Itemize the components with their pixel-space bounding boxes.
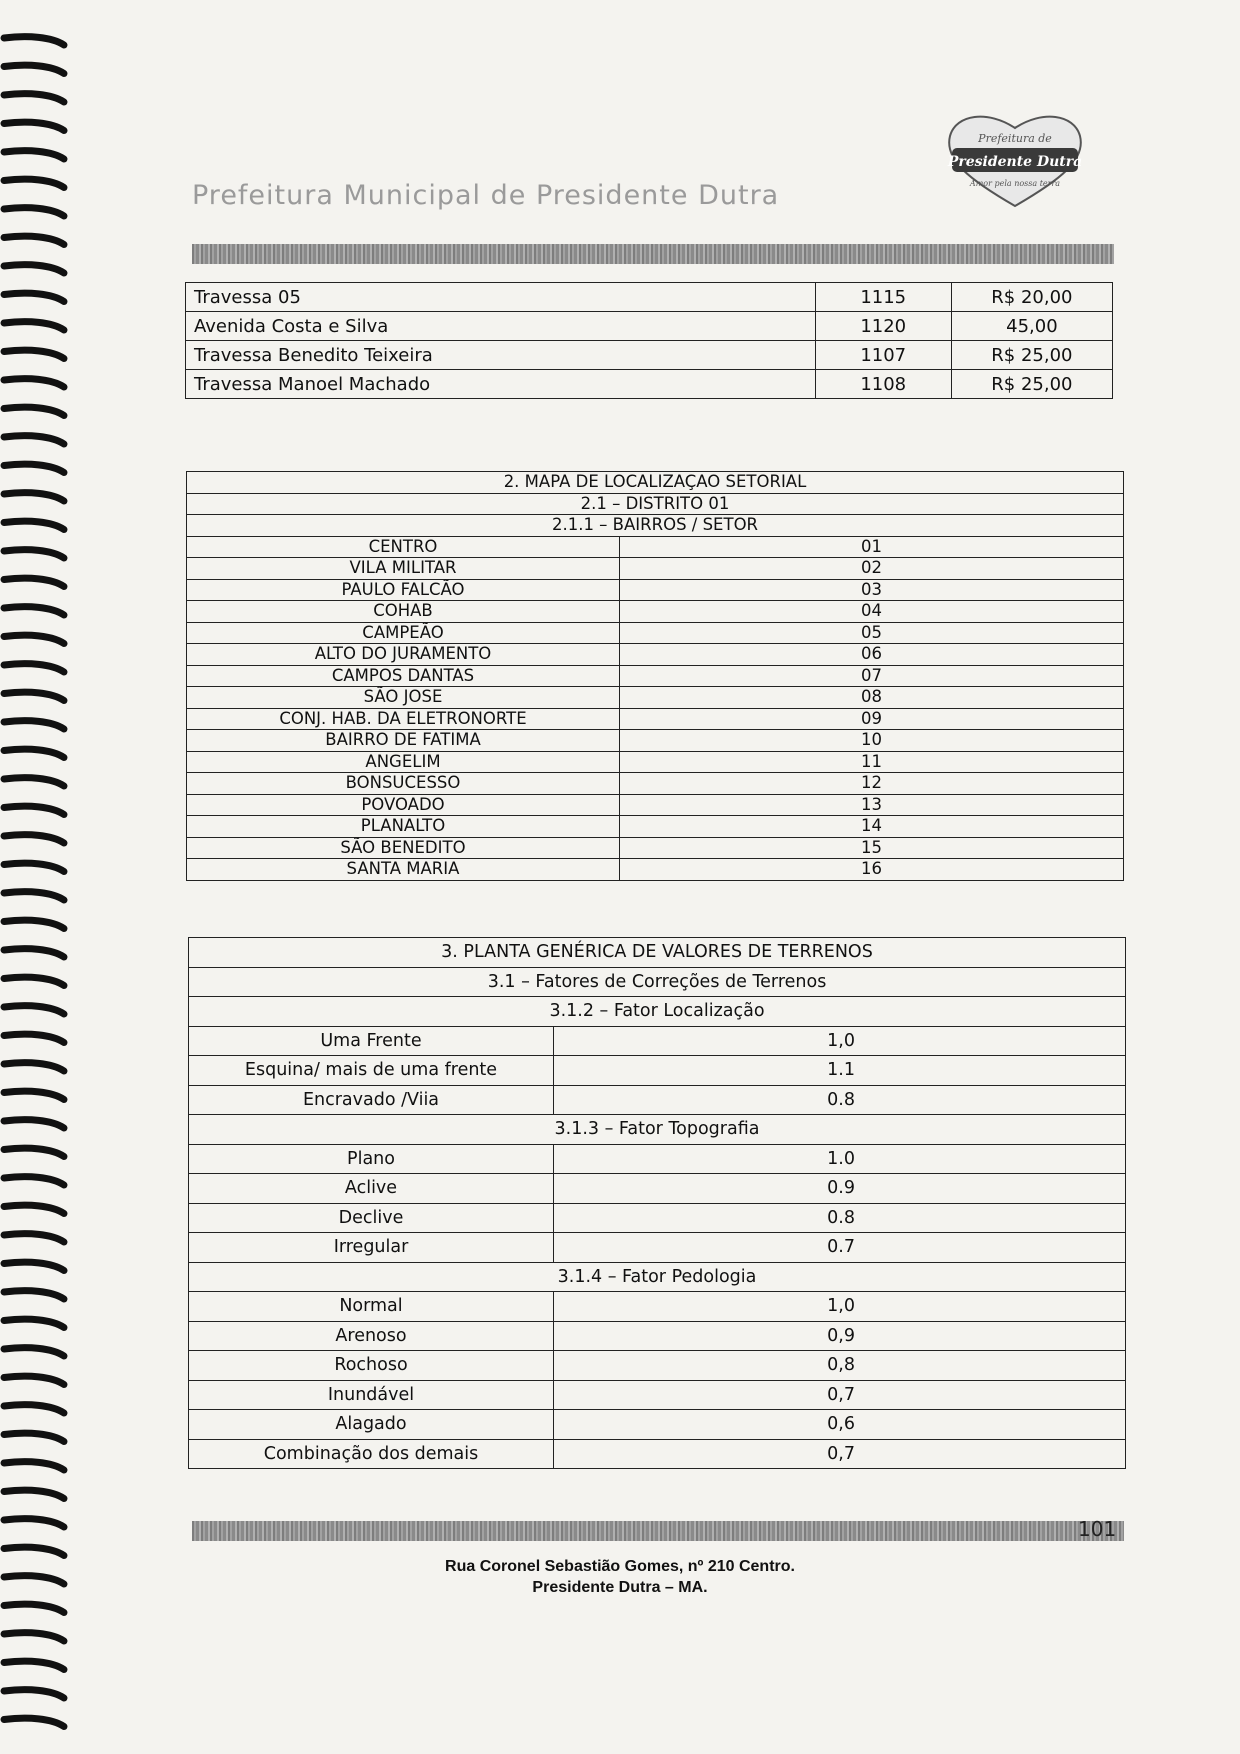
- neighborhood-name: SÃO BENEDITO: [187, 837, 620, 859]
- neighborhood-name: VILA MILITAR: [187, 558, 620, 580]
- table-row: [187, 644, 1124, 666]
- neighborhood-name: SANTA MARIA: [187, 859, 620, 881]
- logo-tagline: Amor pela nossa terra: [969, 179, 1061, 188]
- sector-code: 16: [620, 859, 1124, 881]
- factor-section-title: 3.1.2 – Fator Localização: [189, 997, 1126, 1027]
- neighborhood-name: ALTO DO JURAMENTO: [187, 644, 620, 666]
- neighborhood-name: ANGELIM: [187, 751, 620, 773]
- footer-city: Presidente Dutra – MA.: [532, 1579, 708, 1596]
- street-name: Avenida Costa e Silva: [186, 312, 816, 341]
- table-row: [186, 341, 1113, 370]
- factor-value: 0.7: [554, 1233, 1126, 1263]
- factor-value: 0.8: [554, 1085, 1126, 1115]
- table-row: [187, 558, 1124, 580]
- factor-name: Inundável: [189, 1380, 554, 1410]
- neighborhood-name: POVOADO: [187, 794, 620, 816]
- table-row: [186, 283, 1113, 312]
- street-name: Travessa Manoel Machado: [186, 370, 816, 399]
- table-row: [187, 837, 1124, 859]
- table-row: [187, 622, 1124, 644]
- table-row: [187, 859, 1124, 881]
- table-row: [189, 1233, 1126, 1263]
- sector-map-subtitle: 2.1.1 – BAIRROS / SETOR: [187, 515, 1124, 537]
- sector-code: 13: [620, 794, 1124, 816]
- table-row: [189, 1115, 1126, 1145]
- table-row: [187, 708, 1124, 730]
- factor-value: 1.1: [554, 1056, 1126, 1086]
- table-row: [187, 730, 1124, 752]
- street-code: 1115: [815, 283, 951, 312]
- table-row: [189, 1174, 1126, 1204]
- sector-code: 01: [620, 536, 1124, 558]
- table-row: [187, 601, 1124, 623]
- sector-code: 02: [620, 558, 1124, 580]
- neighborhood-name: BONSUCESSO: [187, 773, 620, 795]
- footer-band: [192, 1521, 1124, 1541]
- sector-code: 11: [620, 751, 1124, 773]
- table-row: [189, 967, 1126, 997]
- sector-code: 04: [620, 601, 1124, 623]
- sector-code: 05: [620, 622, 1124, 644]
- sector-code: 06: [620, 644, 1124, 666]
- table-row: [187, 493, 1124, 515]
- table-row: [187, 515, 1124, 537]
- table-row: [189, 1262, 1126, 1292]
- footer-address: Rua Coronel Sebastião Gomes, nº 210 Centro.: [445, 1558, 795, 1575]
- table-row: [189, 1056, 1126, 1086]
- factor-name: Alagado: [189, 1410, 554, 1440]
- land-values-table: [188, 937, 1126, 1469]
- land-values-subtitle: 3.1 – Fatores de Correções de Terrenos: [189, 967, 1126, 997]
- sector-map-title: 2. MAPA DE LOCALIZAÇAO SETORIAL: [187, 472, 1124, 494]
- factor-name: Arenoso: [189, 1321, 554, 1351]
- header-band: [192, 244, 1114, 264]
- factor-value: 0,7: [554, 1439, 1126, 1469]
- factor-name: Esquina/ mais de uma frente: [189, 1056, 554, 1086]
- factor-value: 0.9: [554, 1174, 1126, 1204]
- table-row: [189, 997, 1126, 1027]
- page-number: 101: [1078, 1517, 1117, 1541]
- factor-name: Normal: [189, 1292, 554, 1322]
- street-code: 1107: [815, 341, 951, 370]
- table-row: [187, 751, 1124, 773]
- table-row: [189, 1321, 1126, 1351]
- sector-code: 03: [620, 579, 1124, 601]
- table-row: [187, 579, 1124, 601]
- table-row: [189, 1292, 1126, 1322]
- table-row: [189, 1203, 1126, 1233]
- table-row: [189, 1380, 1126, 1410]
- table-row: [187, 665, 1124, 687]
- factor-name: Uma Frente: [189, 1026, 554, 1056]
- neighborhood-name: CAMPEÃO: [187, 622, 620, 644]
- neighborhood-name: CENTRO: [187, 536, 620, 558]
- factor-value: 0,6: [554, 1410, 1126, 1440]
- table-row: [189, 1351, 1126, 1381]
- table-row: [189, 1439, 1126, 1469]
- street-code: 1108: [815, 370, 951, 399]
- factor-value: 0,7: [554, 1380, 1126, 1410]
- table-row: [189, 1085, 1126, 1115]
- table-row: [187, 816, 1124, 838]
- table-row: [187, 472, 1124, 494]
- street-code: 1120: [815, 312, 951, 341]
- table-row: [187, 536, 1124, 558]
- sector-map-table: [186, 471, 1124, 881]
- sector-code: 10: [620, 730, 1124, 752]
- factor-value: 0,9: [554, 1321, 1126, 1351]
- table-row: [187, 773, 1124, 795]
- neighborhood-name: BAIRRO DE FATIMA: [187, 730, 620, 752]
- street-value: R$ 25,00: [951, 370, 1112, 399]
- factor-name: Rochoso: [189, 1351, 554, 1381]
- neighborhood-name: COHAB: [187, 601, 620, 623]
- factor-section-title: 3.1.3 – Fator Topografia: [189, 1115, 1126, 1145]
- table-row: [189, 1026, 1126, 1056]
- factor-value: 0.8: [554, 1203, 1126, 1233]
- sector-map-district: 2.1 – DISTRITO 01: [187, 493, 1124, 515]
- sector-code: 12: [620, 773, 1124, 795]
- factor-name: Combinação dos demais: [189, 1439, 554, 1469]
- neighborhood-name: PAULO FALCÃO: [187, 579, 620, 601]
- table-row: [186, 312, 1113, 341]
- sector-code: 14: [620, 816, 1124, 838]
- factor-value: 1,0: [554, 1292, 1126, 1322]
- neighborhood-name: CAMPOS DANTAS: [187, 665, 620, 687]
- sector-code: 15: [620, 837, 1124, 859]
- land-values-title: 3. PLANTA GENÉRICA DE VALORES DE TERRENOS: [189, 938, 1126, 968]
- table-row: [189, 1144, 1126, 1174]
- neighborhood-name: SÃO JOSE: [187, 687, 620, 709]
- factor-name: Aclive: [189, 1174, 554, 1204]
- table-row: [187, 794, 1124, 816]
- municipality-logo: [940, 110, 1090, 210]
- factor-name: Encravado /Viia: [189, 1085, 554, 1115]
- table-row: [187, 687, 1124, 709]
- factor-name: Plano: [189, 1144, 554, 1174]
- street-name: Travessa Benedito Teixeira: [186, 341, 816, 370]
- table-row: [189, 938, 1126, 968]
- factor-name: Irregular: [189, 1233, 554, 1263]
- factor-name: Declive: [189, 1203, 554, 1233]
- sector-code: 07: [620, 665, 1124, 687]
- neighborhood-name: CONJ. HAB. DA ELETRONORTE: [187, 708, 620, 730]
- street-value: R$ 25,00: [951, 341, 1112, 370]
- factor-section-title: 3.1.4 – Fator Pedologia: [189, 1262, 1126, 1292]
- street-value: R$ 20,00: [951, 283, 1112, 312]
- table-row: [186, 370, 1113, 399]
- street-values-table: [185, 282, 1113, 399]
- page-header-title: Prefeitura Municipal de Presidente Dutra: [192, 180, 780, 211]
- table-row: [189, 1410, 1126, 1440]
- factor-value: 1,0: [554, 1026, 1126, 1056]
- logo-text: Prefeitura de: [978, 132, 1052, 145]
- sector-code: 08: [620, 687, 1124, 709]
- factor-value: 1.0: [554, 1144, 1126, 1174]
- spiral-binding: [0, 0, 70, 1754]
- street-name: Travessa 05: [186, 283, 816, 312]
- sector-code: 09: [620, 708, 1124, 730]
- logo-name: Presidente Dutra: [947, 154, 1083, 170]
- factor-value: 0,8: [554, 1351, 1126, 1381]
- street-value: 45,00: [951, 312, 1112, 341]
- neighborhood-name: PLANALTO: [187, 816, 620, 838]
